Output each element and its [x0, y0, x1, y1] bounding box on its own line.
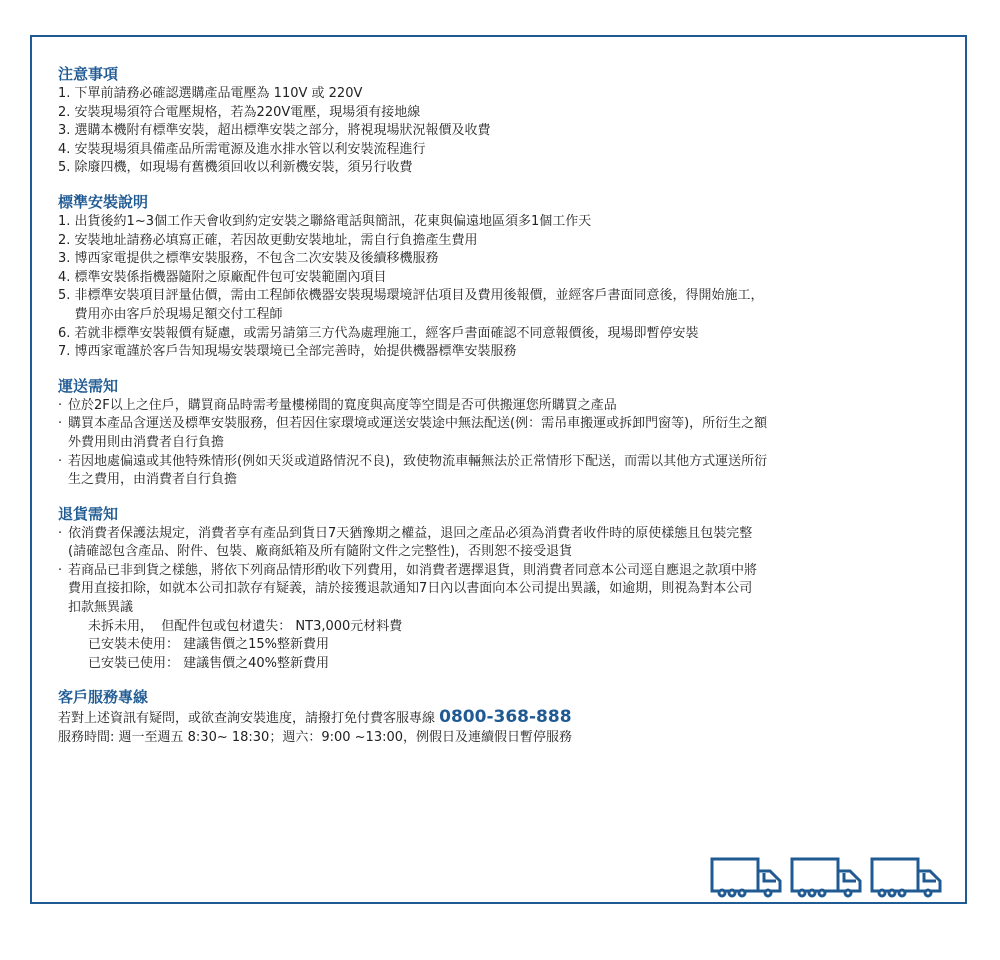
- item-text: [75, 85, 948, 104]
- service-line: [58, 708, 948, 729]
- bullet-text-line: 外費用則由消費者自行負擔: [68, 434, 225, 450]
- shipping-list: [58, 397, 948, 490]
- delivery-truck-icon: [792, 859, 860, 896]
- notices-heading: 注意事項: [58, 65, 119, 83]
- item-text-line: 博西家電謹於客戶告知現場安裝環境已全部完善時，始提供機器標準安裝服務: [74, 344, 517, 360]
- bullet-dot: ·: [58, 416, 63, 432]
- hotline-number[interactable]: 0800-368-888: [439, 707, 572, 728]
- item-text-line: 選購本機附有標準安裝，超出標準安裝之部分，將視現場狀況報價及收費: [74, 123, 491, 139]
- returns-fee-list: [58, 618, 948, 674]
- list-item: [58, 250, 948, 269]
- install-heading: 標準安裝說明: [58, 192, 149, 211]
- item-number: 4.: [58, 269, 75, 285]
- item-number: 3.: [58, 251, 75, 267]
- item-text-line: 非標準安裝項目評量估價，需由工程師依機器安裝現場環境評估項目及費用後報價，並經客戶書面同意後，得開始施工，: [74, 288, 764, 304]
- list-item: [58, 104, 948, 123]
- notices-list: [58, 85, 948, 178]
- service-heading: 客戶服務專線: [58, 688, 149, 707]
- bullet-text: [68, 562, 948, 618]
- item-number: 5.: [58, 288, 75, 304]
- bullet-item: [58, 562, 948, 618]
- bullet-text: [68, 525, 948, 562]
- install-list: [58, 213, 948, 362]
- returns-heading: 退貨需知: [58, 504, 119, 523]
- item-text-line: 安裝現場須具備產品所需電源及進水排水管以利安裝流程進行: [74, 141, 426, 157]
- item-number: 4.: [58, 141, 75, 157]
- bullet-text-line: 位於2F以上之住戶，購買商品時需考量樓梯間的寬度與高度等空間是否可供搬運您所購買之產品: [68, 397, 617, 413]
- bullet-item: [58, 525, 948, 562]
- item-number: 1.: [58, 86, 75, 101]
- return-fee-line: 未拆未用， 但配件包或包材遺失： NT3,000元材料費: [88, 618, 403, 634]
- bullet-text-line: 扣款無異議: [68, 600, 134, 616]
- item-text: [75, 232, 948, 251]
- shipping-heading: 運送需知: [58, 376, 119, 395]
- item-text-line: 除廢四機，如現場有舊機須回收以利新機安裝，須另行收費: [74, 160, 413, 176]
- item-number: 2.: [58, 104, 75, 120]
- item-text: [75, 159, 948, 178]
- returns-list: [58, 525, 948, 618]
- list-item: [58, 85, 948, 104]
- item-number: 1.: [58, 213, 75, 229]
- bullet-dot: ·: [58, 562, 63, 578]
- item-text: [75, 122, 948, 141]
- item-text-line: 標準安裝係指機器隨附之原廠配件包可安裝範圍內項目: [74, 269, 387, 285]
- item-text-line: 安裝現場須符合電壓規格，若為220V電壓，現場須有接地線: [74, 104, 421, 120]
- delivery-trucks: [708, 851, 948, 899]
- item-text: [75, 213, 948, 232]
- item-text: [75, 287, 948, 324]
- item-text-line: 若就非標準安裝報價有疑慮，或需另請第三方代為處理施工，經客戶書面確認不同意報價後，現場即暫停安裝: [74, 325, 699, 341]
- bullet-text-line: 費用直接扣除，如就本公司扣款存有疑義，請於接獲退款通知7日內以書面向本公司提出異議，如逾期，則視為對本公司: [68, 581, 753, 597]
- bullet-dot: ·: [58, 453, 63, 469]
- notices-section: [58, 64, 948, 178]
- item-text: [75, 141, 948, 160]
- list-item: [58, 232, 948, 251]
- list-item: [58, 269, 948, 288]
- list-item: [58, 159, 948, 178]
- item-text: [75, 104, 948, 123]
- bullet-dot: ·: [58, 525, 63, 541]
- item-text-line: 出貨後約1~3個工作天會收到約定安裝之聯絡電話與簡訊，花東與偏遠地區須多1個工作天: [74, 213, 592, 229]
- bullet-text: [68, 397, 948, 416]
- bullet-text-line: 若因地處偏遠或其他特殊情形(例如天災或道路情況不良)，致使物流車輛無法於正常情形下配送，而需以其他方式運送所衍: [68, 453, 768, 469]
- content: [58, 64, 948, 762]
- item-number: 6.: [58, 325, 75, 341]
- shipping-section: [58, 376, 948, 490]
- list-item: [58, 343, 948, 362]
- list-item: [58, 141, 948, 160]
- delivery-truck-icon: [712, 859, 780, 896]
- return-fee-line: 已安裝已使用： 建議售價之40%整新費用: [88, 655, 330, 671]
- list-item: [58, 325, 948, 344]
- bullet-text-line: 生之費用，由消費者自行負擔: [68, 472, 238, 488]
- bullet-text: [68, 453, 948, 490]
- install-section: [58, 192, 948, 362]
- list-item: [58, 287, 948, 324]
- bullet-text: [68, 415, 948, 452]
- service-section: [58, 687, 948, 747]
- item-text: [75, 250, 948, 269]
- return-fee-line: 已安裝未使用： 建議售價之15%整新費用: [88, 637, 330, 653]
- item-number: 5.: [58, 160, 75, 176]
- bullet-text-line: 依消費者保護法規定，消費者享有產品到貨日7天猶豫期之權益，退回之產品必須為消費者收件時的原使樣態且包裝完整: [68, 525, 753, 541]
- bullet-item: [58, 453, 948, 490]
- returns-section: [58, 504, 948, 674]
- bullet-item: [58, 397, 948, 416]
- item-number: 7.: [58, 344, 75, 360]
- service-line-text: 若對上述資訊有疑問，或欲查詢安裝進度，請撥打免付費客服專線: [58, 711, 440, 727]
- list-item: [58, 122, 948, 141]
- item-text-line: 安裝地址請務必填寫正確，若因故更動安裝地址，需自行負擔產生費用: [74, 232, 478, 248]
- list-item: [58, 213, 948, 232]
- bullet-dot: ·: [58, 397, 63, 413]
- item-text-continuation: 費用亦由客戶於現場足額交付工程師: [74, 306, 283, 322]
- item-number: 3.: [58, 123, 75, 139]
- item-text-line: 博西家電提供之標準安裝服務，不包含二次安裝及後續移機服務: [74, 251, 439, 267]
- item-text: [75, 325, 948, 344]
- item-text: [75, 343, 948, 362]
- item-text: [75, 269, 948, 288]
- bullet-text-line: 購買本產品含運送及標準安裝服務，但若因住家環境或運送安裝途中無法配送(例：需吊車搬運或拆卸門窗等)，所衍生之額: [68, 416, 768, 432]
- bullet-text-line: (請確認包含產品、附件、包裝、廠商紙箱及所有隨附文件之完整性)，否則恕不接受退貨: [68, 544, 573, 560]
- bullet-text-line: 若商品已非到貨之樣態，將依下列商品情形酌收下列費用，如消費者選擇退貨，則消費者同意本公司逕自應退之款項中將: [68, 562, 758, 578]
- item-number: 2.: [58, 232, 75, 248]
- item-text-line: 下單前請務必確認選購產品電壓為 110V 或 220V: [74, 86, 363, 101]
- bullet-item: [58, 415, 948, 452]
- delivery-truck-icon: [872, 859, 940, 896]
- service-hours: 服務時間: 週一至週五 8:30~ 18:30；週六：9:00 ~13:00，例假日及連續假日暫停服務: [58, 730, 573, 746]
